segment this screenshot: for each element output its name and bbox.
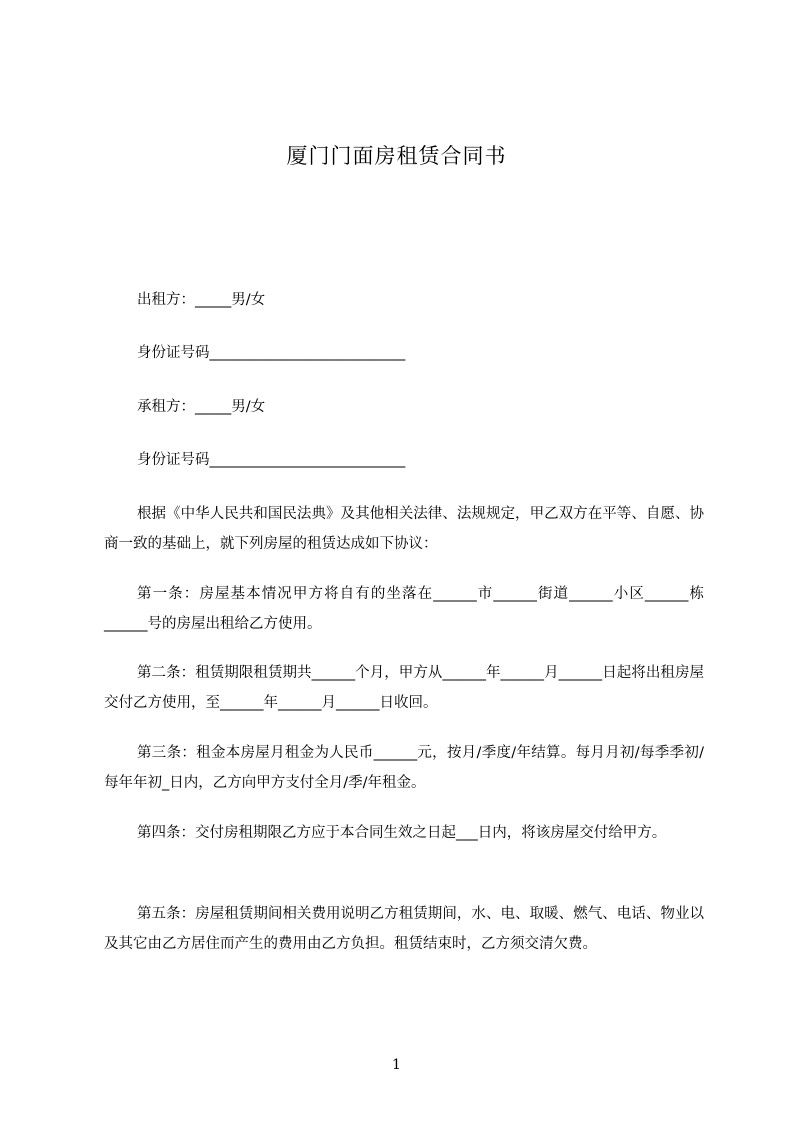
- article-2: 第二条：租赁期限租赁期共______个月，甲方从______年______月______日起将出租房屋交付乙方使用，至______年______月______日收回。: [104, 665, 704, 711]
- intro-paragraph: 根据《中华人民共和国民法典》及其他相关法律、法规规定，甲乙双方在平等、自愿、协商一致的基础上，就下列房屋的租赁达成如下协议：: [104, 506, 704, 552]
- article-4: 第四条：交付房租期限乙方应于本合同生效之日起___日内，将该房屋交付给甲方。: [137, 825, 667, 841]
- article-5: 第五条：房屋租赁期间相关费用说明乙方租赁期间，水、电、取暖、燃气、电话、物业以及其它由乙方居住而产生的费用由乙方负担。租赁结束时，乙方须交清欠费。: [104, 906, 704, 952]
- lessor-line: 出租方：_____男/女: [137, 292, 266, 308]
- lessee-id-line: 身份证号码___________________________: [137, 452, 406, 468]
- article-1: 第一条：房屋基本情况甲方将自有的坐落在______市______街道______小区______栋______号的房屋出租给乙方使用。: [104, 586, 704, 632]
- page-number: 1: [392, 1057, 401, 1073]
- article-3: 第三条：租金本房屋月租金为人民币______元，按月/季度/年结算。每月月初/每季季初/每年年初_日内，乙方向甲方支付全月/季/年租金。: [104, 745, 704, 791]
- lessee-line: 承租方：_____男/女: [137, 399, 266, 415]
- lessor-id-line: 身份证号码___________________________: [137, 345, 406, 361]
- document-title: 厦门门面房租赁合同书: [286, 144, 507, 168]
